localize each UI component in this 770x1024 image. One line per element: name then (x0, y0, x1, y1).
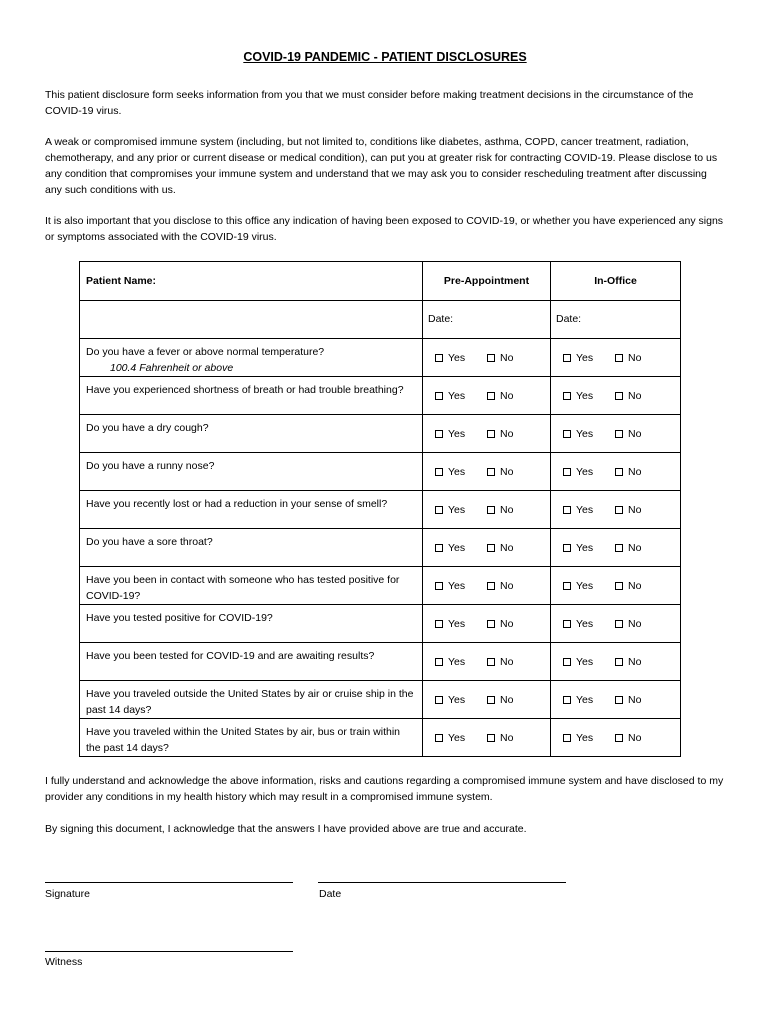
in-office-yes-option[interactable] (563, 656, 615, 668)
pre-appointment-yes-option[interactable] (435, 542, 487, 554)
checkbox-icon[interactable] (563, 544, 571, 552)
patient-name-cell[interactable] (80, 262, 423, 301)
checkbox-icon[interactable] (563, 696, 571, 704)
signature-label: Signature (45, 888, 90, 900)
question-text: Do you have a sore throat? (86, 536, 213, 548)
no-label: No (628, 617, 642, 630)
in-office-yes-option[interactable] (563, 504, 615, 516)
checkbox-icon[interactable] (615, 392, 623, 400)
pre-appointment-yes-option[interactable] (435, 694, 487, 706)
checkbox-icon[interactable] (487, 430, 495, 438)
exposure-paragraph: It is also important that you disclose to this office any indication of having been exposed to COVID-19, or whether you have experienced any signs or symptoms associated with the COVID-19 virus. (45, 215, 724, 243)
question-text: Have you experienced shortness of breath or had trouble breathing? (86, 384, 404, 396)
checkbox-icon[interactable] (563, 354, 571, 362)
in-office-options (551, 377, 680, 414)
no-label: No (628, 693, 642, 706)
in-office-no-option[interactable] (615, 390, 667, 402)
pre-appointment-date-label: Date: (428, 313, 454, 325)
checkbox-icon[interactable] (563, 468, 571, 476)
yes-label: Yes (448, 427, 466, 440)
checkbox-icon[interactable] (435, 620, 443, 628)
no-label: No (500, 617, 514, 630)
checkbox-icon[interactable] (435, 658, 443, 666)
in-office-yes-option[interactable] (563, 428, 615, 440)
checkbox-icon[interactable] (615, 354, 623, 362)
question-text-cell (80, 567, 422, 604)
question-text-cell (80, 681, 422, 718)
checkbox-icon[interactable] (487, 620, 495, 628)
yes-label: Yes (448, 351, 466, 364)
pre-appointment-options (423, 719, 550, 756)
patient-name-label: Patient Name: (86, 275, 157, 287)
in-office-date-cell[interactable] (551, 301, 681, 339)
question-row (80, 529, 681, 567)
pre-appointment-no-option[interactable] (487, 694, 539, 706)
question-text: Have you traveled within the United States by air, bus or train within the past 14 days? (86, 726, 400, 754)
checkbox-icon[interactable] (435, 734, 443, 742)
yes-label: Yes (576, 731, 594, 744)
question-text-cell (80, 453, 422, 474)
no-label: No (500, 427, 514, 440)
no-label: No (628, 503, 642, 516)
pre-appointment-yes-option[interactable] (435, 428, 487, 440)
checkbox-icon[interactable] (435, 468, 443, 476)
pre-appointment-no-option[interactable] (487, 390, 539, 402)
in-office-yes-option[interactable] (563, 352, 615, 364)
checkbox-icon[interactable] (615, 658, 623, 666)
yes-label: Yes (576, 579, 594, 592)
yes-label: Yes (576, 503, 594, 516)
checkbox-icon[interactable] (563, 506, 571, 514)
no-label: No (500, 389, 514, 402)
yes-label: Yes (576, 389, 594, 402)
pre-appointment-yes-option[interactable] (435, 580, 487, 592)
intro-paragraph: This patient disclosure form seeks information from you that we must consider before making treatment decisions in the circumstance of the COVID-19 virus. (45, 89, 694, 117)
in-office-no-option[interactable] (615, 466, 667, 478)
yes-label: Yes (576, 351, 594, 364)
disclosure-table (79, 261, 681, 757)
checkbox-icon[interactable] (615, 468, 623, 476)
yes-label: Yes (448, 503, 466, 516)
no-label: No (628, 731, 642, 744)
no-label: No (500, 579, 514, 592)
witness-label: Witness (45, 956, 83, 968)
checkbox-icon[interactable] (487, 658, 495, 666)
in-office-options (551, 719, 680, 756)
yes-label: Yes (576, 617, 594, 630)
pre-appointment-options (423, 491, 550, 528)
yes-label: Yes (576, 693, 594, 706)
checkbox-icon[interactable] (435, 354, 443, 362)
no-label: No (628, 541, 642, 554)
question-row (80, 681, 681, 719)
yes-label: Yes (448, 731, 466, 744)
pre-appointment-no-option[interactable] (487, 428, 539, 440)
date-line[interactable] (318, 882, 566, 883)
question-row (80, 453, 681, 491)
question-text-cell (80, 529, 422, 550)
question-text: Do you have a dry cough? (86, 422, 209, 434)
pre-appointment-no-option[interactable] (487, 504, 539, 516)
in-office-yes-option[interactable] (563, 542, 615, 554)
question-subtext: 100.4 Fahrenheit or above (110, 362, 234, 374)
in-office-no-option[interactable] (615, 656, 667, 668)
checkbox-icon[interactable] (435, 544, 443, 552)
form-title: COVID-19 PANDEMIC - PATIENT DISCLOSURES (243, 50, 527, 64)
question-row (80, 605, 681, 643)
acknowledge-paragraph: I fully understand and acknowledge the above information, risks and cautions regarding a compromised immune system and have disclosed to my provider any conditions in my health history which may result in a compromised immune system. (45, 775, 724, 803)
pre-appointment-no-option[interactable] (487, 732, 539, 744)
pre-appointment-yes-option[interactable] (435, 732, 487, 744)
question-text-cell (80, 339, 422, 376)
no-label: No (500, 693, 514, 706)
question-text: Do you have a runny nose? (86, 460, 215, 472)
no-label: No (500, 503, 514, 516)
question-row (80, 377, 681, 415)
yes-label: Yes (448, 693, 466, 706)
question-text: Do you have a fever or above normal temperature? (86, 346, 325, 358)
no-label: No (500, 731, 514, 744)
yes-label: Yes (576, 541, 594, 554)
yes-label: Yes (448, 655, 466, 668)
checkbox-icon[interactable] (435, 506, 443, 514)
pre-appointment-no-option[interactable] (487, 466, 539, 478)
checkbox-icon[interactable] (615, 582, 623, 590)
question-text-cell (80, 491, 422, 512)
in-office-options (551, 529, 680, 566)
question-text: Have you been in contact with someone who has tested positive for COVID-19? (86, 574, 400, 602)
no-label: No (628, 579, 642, 592)
yes-label: Yes (576, 655, 594, 668)
question-text-cell (80, 719, 422, 756)
pre-appointment-yes-option[interactable] (435, 618, 487, 630)
pre-appointment-yes-option[interactable] (435, 504, 487, 516)
yes-label: Yes (576, 465, 594, 478)
pre-appointment-yes-option[interactable] (435, 390, 487, 402)
in-office-no-option[interactable] (615, 694, 667, 706)
checkbox-icon[interactable] (615, 430, 623, 438)
question-row (80, 415, 681, 453)
question-text-cell (80, 605, 422, 626)
in-office-options (551, 453, 680, 490)
question-text: Have you traveled outside the United States by air or cruise ship in the past 14 days? (86, 688, 414, 716)
immune-paragraph: A weak or compromised immune system (including, but not limited to, conditions like diabetes, asthma, COPD, cancer treatment, radiation, chemotherapy, and any prior or current disease or medical condition), can put you at greater risk for contracting COVID-19. Please disclose to us any condition that compromises your immune system and understand that we may ask you to consider rescheduling treatment after discussing any such conditions with us. (45, 136, 718, 196)
pre-appointment-options (423, 643, 550, 680)
in-office-yes-option[interactable] (563, 580, 615, 592)
checkbox-icon[interactable] (615, 506, 623, 514)
in-office-yes-option[interactable] (563, 466, 615, 478)
date-label: Date (319, 888, 342, 900)
pre-appointment-yes-option[interactable] (435, 352, 487, 364)
in-office-options (551, 491, 680, 528)
no-label: No (628, 389, 642, 402)
no-label: No (628, 465, 642, 478)
in-office-no-option[interactable] (615, 352, 667, 364)
question-row (80, 719, 681, 757)
pre-appointment-no-option[interactable] (487, 580, 539, 592)
question-row (80, 339, 681, 377)
question-text: Have you tested positive for COVID-19? (86, 612, 273, 624)
in-office-no-option[interactable] (615, 542, 667, 554)
pre-appointment-options (423, 415, 550, 452)
checkbox-icon[interactable] (563, 620, 571, 628)
in-office-no-option[interactable] (615, 428, 667, 440)
no-label: No (500, 541, 514, 554)
signing-paragraph: By signing this document, I acknowledge that the answers I have provided above are true and accurate. (45, 823, 527, 835)
checkbox-icon[interactable] (615, 734, 623, 742)
checkbox-icon[interactable] (435, 392, 443, 400)
in-office-options (551, 605, 680, 642)
checkbox-icon[interactable] (615, 544, 623, 552)
checkbox-icon[interactable] (487, 392, 495, 400)
checkbox-icon[interactable] (487, 696, 495, 704)
checkbox-icon[interactable] (487, 582, 495, 590)
pre-appointment-no-option[interactable] (487, 656, 539, 668)
no-label: No (500, 655, 514, 668)
question-row (80, 567, 681, 605)
checkbox-icon[interactable] (563, 430, 571, 438)
pre-appointment-yes-option[interactable] (435, 466, 487, 478)
yes-label: Yes (448, 465, 466, 478)
blank-cell (80, 301, 423, 339)
checkbox-icon[interactable] (487, 468, 495, 476)
in-office-options (551, 643, 680, 680)
checkbox-icon[interactable] (487, 544, 495, 552)
checkbox-icon[interactable] (435, 582, 443, 590)
checkbox-icon[interactable] (563, 582, 571, 590)
pre-appointment-no-option[interactable] (487, 542, 539, 554)
no-label: No (628, 351, 642, 364)
no-label: No (500, 351, 514, 364)
question-text-cell (80, 643, 422, 664)
checkbox-icon[interactable] (487, 506, 495, 514)
pre-appointment-header: Pre-Appointment (443, 275, 530, 287)
yes-label: Yes (448, 389, 466, 402)
in-office-options (551, 567, 680, 604)
question-text: Have you recently lost or had a reduction in your sense of smell? (86, 498, 388, 510)
checkbox-icon[interactable] (563, 734, 571, 742)
checkbox-icon[interactable] (615, 620, 623, 628)
pre-appointment-options (423, 605, 550, 642)
pre-appointment-no-option[interactable] (487, 352, 539, 364)
question-text: Have you been tested for COVID-19 and are awaiting results? (86, 650, 375, 662)
question-row (80, 643, 681, 681)
pre-appointment-options (423, 529, 550, 566)
in-office-options (551, 415, 680, 452)
in-office-options (551, 339, 680, 376)
yes-label: Yes (576, 427, 594, 440)
checkbox-icon[interactable] (435, 430, 443, 438)
in-office-options (551, 681, 680, 718)
pre-appointment-options (423, 567, 550, 604)
in-office-date-label: Date: (556, 313, 582, 325)
in-office-no-option[interactable] (615, 504, 667, 516)
pre-appointment-no-option[interactable] (487, 618, 539, 630)
yes-label: Yes (448, 541, 466, 554)
no-label: No (500, 465, 514, 478)
pre-appointment-options (423, 681, 550, 718)
in-office-header: In-Office (594, 275, 637, 287)
checkbox-icon[interactable] (435, 696, 443, 704)
question-row (80, 491, 681, 529)
in-office-no-option[interactable] (615, 618, 667, 630)
in-office-no-option[interactable] (615, 732, 667, 744)
checkbox-icon[interactable] (563, 658, 571, 666)
in-office-yes-option[interactable] (563, 694, 615, 706)
in-office-yes-option[interactable] (563, 390, 615, 402)
yes-label: Yes (448, 579, 466, 592)
yes-label: Yes (448, 617, 466, 630)
checkbox-icon[interactable] (487, 734, 495, 742)
pre-appointment-options (423, 453, 550, 490)
in-office-yes-option[interactable] (563, 618, 615, 630)
in-office-yes-option[interactable] (563, 732, 615, 744)
pre-appointment-date-cell[interactable] (423, 301, 551, 339)
no-label: No (628, 427, 642, 440)
checkbox-icon[interactable] (563, 392, 571, 400)
pre-appointment-options (423, 377, 550, 414)
checkbox-icon[interactable] (615, 696, 623, 704)
checkbox-icon[interactable] (487, 354, 495, 362)
no-label: No (628, 655, 642, 668)
question-text-cell (80, 377, 422, 398)
pre-appointment-options (423, 339, 550, 376)
in-office-no-option[interactable] (615, 580, 667, 592)
question-text-cell (80, 415, 422, 436)
signature-line[interactable] (45, 882, 293, 883)
pre-appointment-yes-option[interactable] (435, 656, 487, 668)
witness-line[interactable] (45, 951, 293, 952)
